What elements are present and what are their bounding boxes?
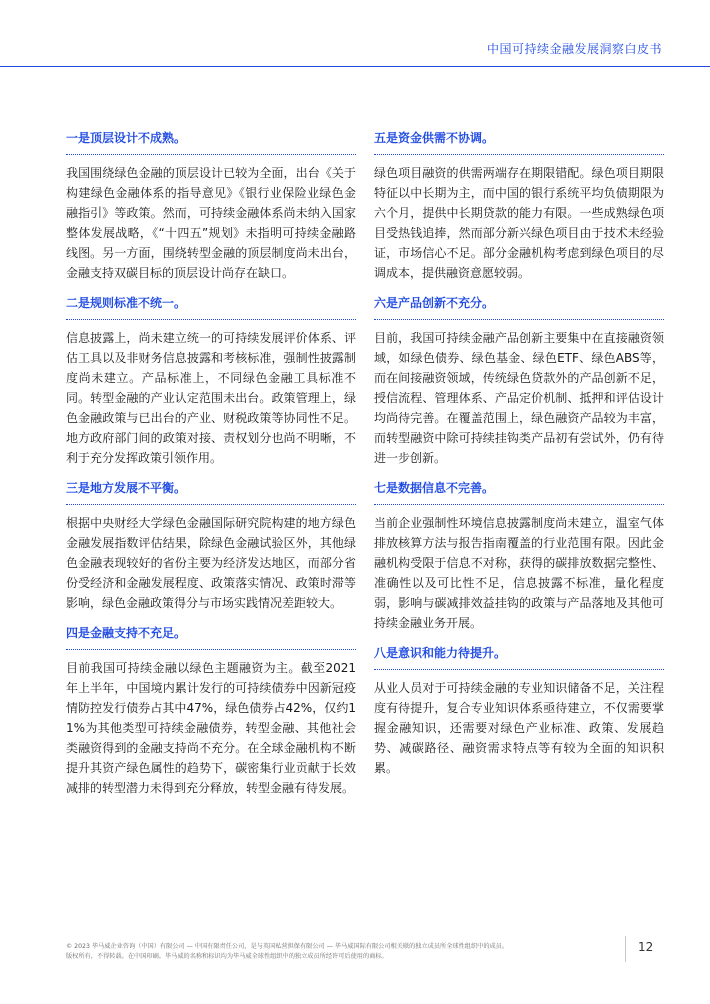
- section-divider: [374, 669, 664, 670]
- section-5: [374, 128, 664, 283]
- footer-copyright: [66, 942, 606, 962]
- footer-divider: [625, 936, 626, 962]
- section-title: 四是金融支持不充足。: [66, 626, 187, 640]
- section-body: 我国围绕绿色金融的顶层设计已较为全面，出台《关于构建绿色金融体系的指导意见》《银行业保险业绿色金融指引》等政策。然而，可持续金融体系尚未纳入国家整体发展战略，《“十四五”规划》未指明可持续金融路线图。另一方面，围绕转型金融的顶层制度尚未出台，金融支持双碳目标的顶层设计尚存在缺口。: [66, 166, 356, 280]
- section-title: 七是数据信息不完善。: [374, 481, 495, 495]
- section-2: [66, 293, 356, 468]
- section-1: [66, 128, 356, 283]
- page-header: [0, 0, 710, 68]
- section-divider: [374, 319, 664, 320]
- section-body: 目前我国可持续金融以绿色主题融资为主。截至2021年上半年，中国境内累计发行的可持续债券中因新冠疫情防控发行债券占其中47%，绿色债券占42%，仅约11%为其他类型可持续金融债券，转型金融、其他社会类融资得到的金融支持尚不充分。在全球金融机构不断提升其资产绿色属性的趋势下，碳密集行业贡献于长效减排的转型潜力未得到充分释放，转型金融有待发展。: [66, 661, 356, 795]
- header-divider: [0, 66, 710, 67]
- header-title: 中国可持续金融发展洞察白皮书: [486, 42, 662, 56]
- section-divider: [66, 154, 356, 155]
- footer-line-1: © 2023 毕马威企业咨询（中国）有限公司 — 中国有限责任公司，是与英国私营担保有限公司 — 毕马威国际有限公司相关联的独立成员所全球性组织中的成员。: [66, 943, 509, 950]
- section-8: [374, 643, 664, 778]
- page-number: 12: [638, 940, 654, 954]
- section-7: [374, 478, 664, 633]
- section-divider: [66, 649, 356, 650]
- left-column: [66, 128, 356, 808]
- section-divider: [374, 504, 664, 505]
- section-divider: [374, 154, 664, 155]
- section-title: 八是意识和能力待提升。: [374, 646, 507, 660]
- section-title: 五是资金供需不协调。: [374, 131, 495, 145]
- section-body: 信息披露上，尚未建立统一的可持续发展评价体系、评估工具以及非财务信息披露和考核标准，强制性披露制度尚未建立。产品标准上，不同绿色金融工具标准不同。转型金融的产业认定范围未出台。政策管理上，绿色金融政策与已出台的产业、财税政策等协同性不足。地方政府部门间的政策对接、责权划分也尚不明晰，不利于充分发挥政策引领作用。: [66, 331, 356, 465]
- section-body: 当前企业强制性环境信息披露制度尚未建立，温室气体排放核算方法与报告指南覆盖的行业范围有限。因此金融机构受限于信息不对称，获得的碳排放数据完整性、准确性以及可比性不足，信息披露不标准，量化程度弱，影响与碳减排效益挂钩的政策与产品落地及其他可持续金融业务开展。: [374, 516, 664, 630]
- section-divider: [66, 319, 356, 320]
- right-column: [374, 128, 664, 788]
- section-3: [66, 478, 356, 613]
- section-6: [374, 293, 664, 468]
- section-divider: [66, 504, 356, 505]
- section-4: [66, 623, 356, 798]
- section-body: 绿色项目融资的供需两端存在期限错配。绿色项目期限特征以中长期为主，而中国的银行系统平均负债期限为六个月，提供中长期贷款的能力有限。一些成熟绿色项目受热钱追捧，然而部分新兴绿色项目由于技术未经验证，市场信心不足。部分金融机构考虑到绿色项目的尽调成本，提供融资意愿较弱。: [374, 166, 664, 280]
- section-title: 一是顶层设计不成熟。: [66, 131, 187, 145]
- footer-line-2: 版权所有，不得转载。在中国印刷。毕马威的名称和标识均为毕马威全球性组织中的独立成员所经许可后使用的商标。: [66, 953, 388, 960]
- section-title: 六是产品创新不充分。: [374, 296, 495, 310]
- section-body: 目前，我国可持续金融产品创新主要集中在直接融资领域，如绿色债券、绿色基金、绿色ETF、绿色ABS等，而在间接融资领域，传统绿色贷款外的产品创新不足，授信流程、管理体系、产品定价机制、抵押和评估设计均尚待完善。在覆盖范围上，绿色融资产品较为丰富，而转型融资中除可持续挂钩类产品初有尝试外，仍有待进一步创新。: [374, 331, 664, 465]
- section-title: 三是地方发展不平衡。: [66, 481, 187, 495]
- section-body: 从业人员对于可持续金融的专业知识储备不足，关注程度有待提升，复合专业知识体系亟待建立，不仅需要掌握金融知识，还需要对绿色产业标准、政策、发展趋势、减碳路径、融资需求特点等有较为全面的知识积累。: [374, 681, 664, 775]
- section-title: 二是规则标准不统一。: [66, 296, 187, 310]
- section-body: 根据中央财经大学绿色金融国际研究院构建的地方绿色金融发展指数评估结果，除绿色金融试验区外，其他绿色金融表现较好的省份主要为经济发达地区，而部分省份受经济和金融发展程度、政策落实情况、政策时滞等影响，绿色金融政策得分与市场实践情况差距较大。: [66, 516, 356, 610]
